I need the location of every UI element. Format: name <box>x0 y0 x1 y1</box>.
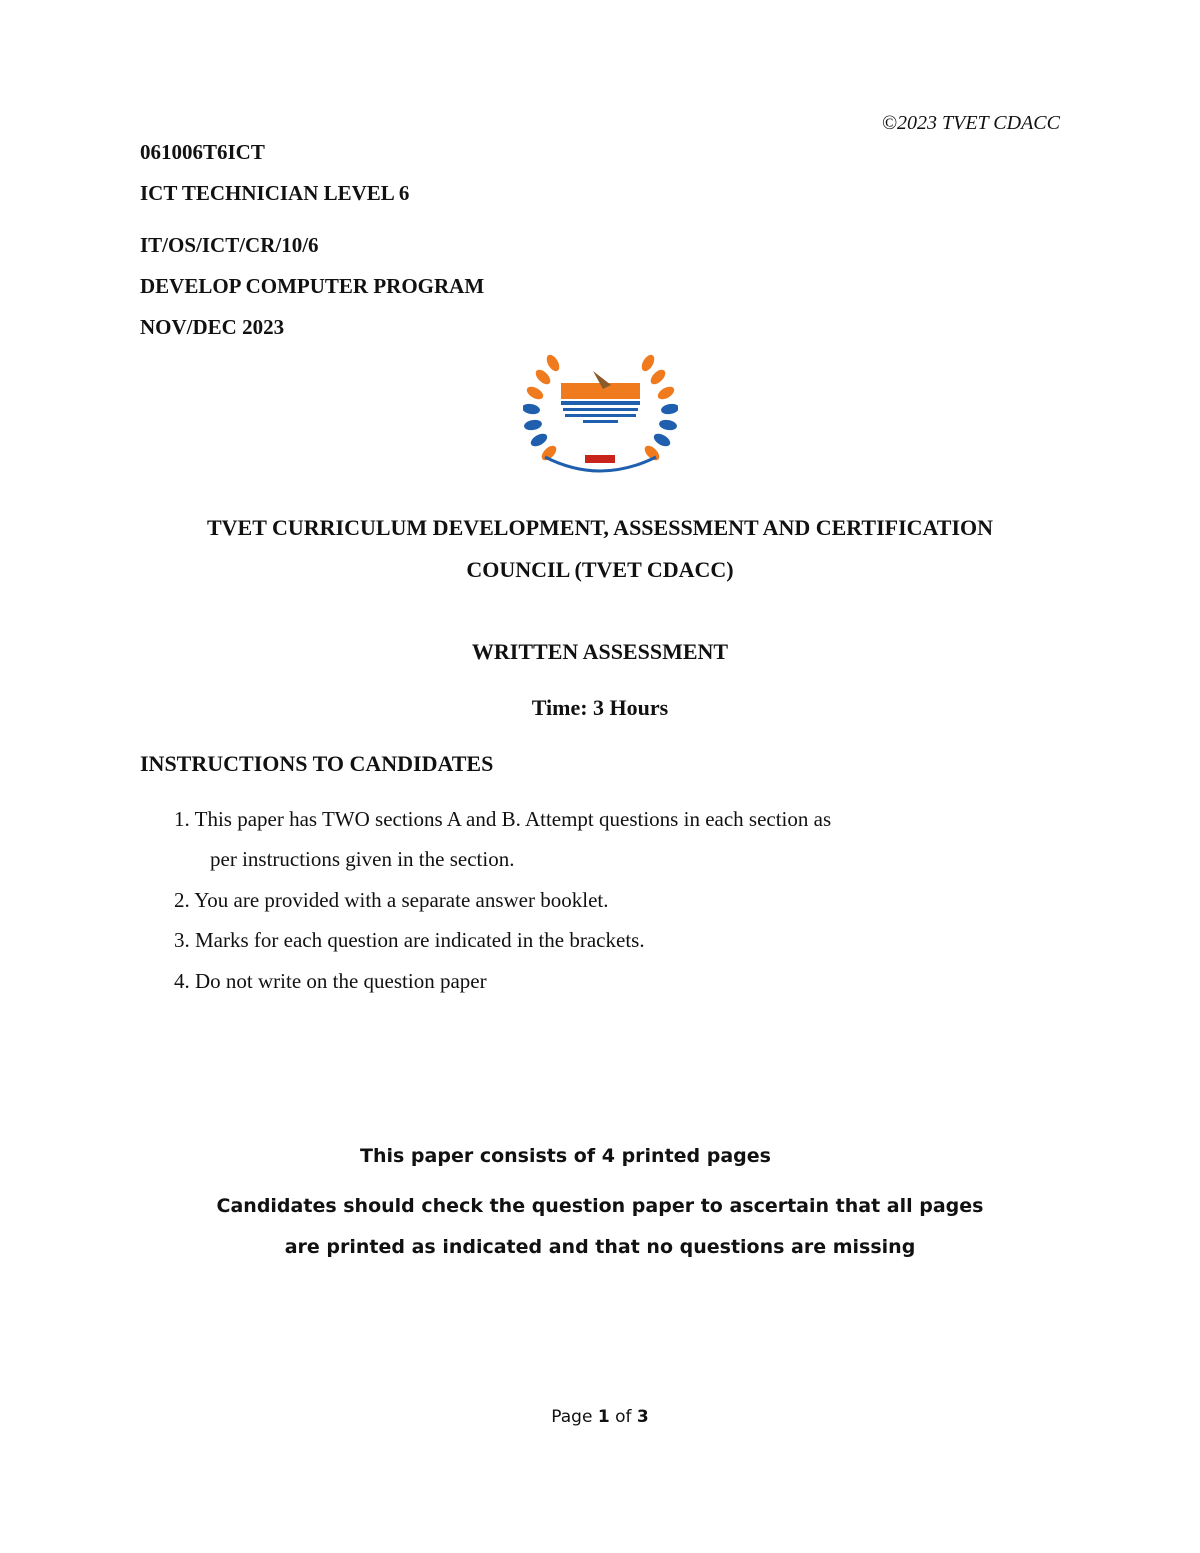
instructions-heading: INSTRUCTIONS TO CANDIDATES <box>140 751 494 776</box>
exam-session: NOV/DEC 2023 <box>140 315 285 339</box>
page-total: 3 <box>636 1407 649 1427</box>
instruction-number: 1. <box>174 807 190 831</box>
unit-code: IT/OS/ICT/CR/10/6 <box>140 233 319 257</box>
instruction-item <box>174 807 831 832</box>
tvet-cdacc-logo <box>523 345 678 480</box>
page-count-notice: This paper consists of 4 printed pages <box>360 1145 771 1167</box>
instruction-item <box>174 969 487 994</box>
council-name-line2: COUNCIL (TVET CDACC) <box>466 557 734 582</box>
instruction-continuation: per instructions given in the section. <box>210 847 515 871</box>
instruction-number: 3. <box>174 928 190 952</box>
laurel-right-icon <box>639 353 678 463</box>
logo-banner <box>561 383 640 399</box>
council-name-line1: TVET CURRICULUM DEVELOPMENT, ASSESSMENT AND CERTIFICATION <box>206 515 994 540</box>
course-title: ICT TECHNICIAN LEVEL 6 <box>140 181 410 205</box>
instruction-item <box>174 888 608 913</box>
page-number <box>0 1407 1200 1427</box>
paper-code: 061006T6ICT <box>140 140 265 164</box>
instruction-item <box>174 928 645 953</box>
page-label: Page <box>551 1407 593 1427</box>
unit-title: DEVELOP COMPUTER PROGRAM <box>140 274 485 298</box>
copyright-notice: ©2023 TVET CDACC <box>881 112 1060 134</box>
instruction-text: This paper has TWO sections A and B. Attempt questions in each section as <box>194 807 832 831</box>
instruction-number: 4. <box>174 969 190 993</box>
laurel-left-icon <box>523 353 562 463</box>
check-notice-line1: Candidates should check the question paper to ascertain that all pages <box>216 1195 984 1217</box>
instruction-text: Do not write on the question paper <box>195 969 487 993</box>
flag-emblem <box>585 455 615 463</box>
instruction-text: You are provided with a separate answer booklet. <box>194 888 609 912</box>
check-notice-line2: are printed as indicated and that no questions are missing <box>284 1236 916 1258</box>
instruction-text: Marks for each question are indicated in the brackets. <box>195 928 645 952</box>
instruction-number: 2. <box>174 888 190 912</box>
page-of: of <box>615 1407 632 1427</box>
assessment-title: WRITTEN ASSESSMENT <box>471 639 729 664</box>
page-current: 1 <box>597 1407 610 1427</box>
exam-duration: Time: 3 Hours <box>531 695 669 720</box>
